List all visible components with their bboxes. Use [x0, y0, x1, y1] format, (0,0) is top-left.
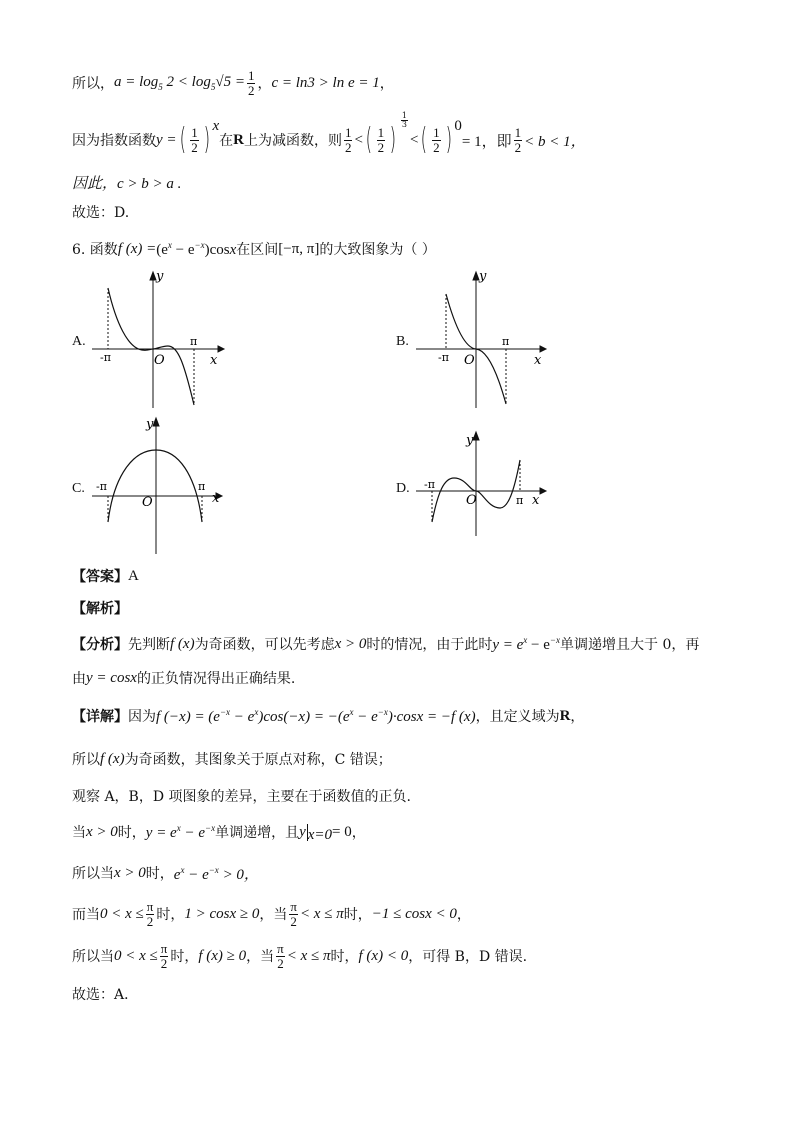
svg-text:y: y: [479, 269, 487, 284]
svg-text:x: x: [532, 493, 540, 508]
fenxi-line-1: 【分析】 先判断 f (x) 为奇函数，可以先考虑 x > 0 时的情况，由于此时 $y = e^x - e^{-x}$ 单调递增且大于 0，再: [72, 634, 700, 653]
f-sign-line: 所以当 0 < x ≤ $\frac{\pi}{2}$ 时， f (x) ≥ 0 ，当 $\frac{\pi}{2}$ < x ≤ π 时， f (x) < 0 ，可得 B，D 错误.: [72, 940, 528, 971]
option-c-label: C.: [72, 481, 85, 496]
question-6: 6. 函数 f (x) = $(e^x - e^{-x})\cos x$ 在区间 [−π, π] 的大致图象为（ ）: [72, 239, 436, 258]
odd-function-line: 所以 f (x) 为奇函数，其图象关于原点对称，C 错误；: [72, 750, 392, 768]
graph-option-b: [416, 268, 556, 413]
svg-text:y: y: [146, 417, 154, 432]
option-b-label: B.: [396, 334, 409, 349]
svg-text:x: x: [212, 491, 220, 506]
svg-text:y: y: [156, 269, 164, 284]
svg-text:x: x: [534, 353, 542, 368]
svg-text:π: π: [190, 335, 198, 348]
option-d-label: D.: [396, 481, 410, 496]
a-expression: $a = \log_5 2 < \log_5√5$ =: [114, 74, 245, 92]
svg-text:O: O: [154, 353, 165, 368]
fenxi-line-2: 由 y = cosx 的正负情况得出正确结果.: [72, 669, 296, 687]
svg-text:-π: -π: [96, 480, 107, 493]
svg-text:-π: -π: [100, 351, 111, 364]
c-expression: c = ln3 > ln e = 1: [271, 74, 380, 91]
answer-line: 【答案】 A: [72, 567, 139, 585]
option-a-label: A.: [72, 334, 86, 349]
svg-text:x: x: [210, 353, 218, 368]
choose-d-line: 故选：D.: [72, 205, 130, 221]
increasing-line: 当 x > 0 时， $y = e^x - e^{-x}$ 单调递增，且 y x=0 = 0 ，: [72, 822, 366, 843]
graph-option-a: [92, 268, 232, 413]
solution-line-exp: 因为指数函数 y = ( $\frac{1}{2}$ ) x 在 R 上为减函数，则 $\frac{1}{2}$ < ( $\frac{1}{2}$ ) $\frac{1}{3}$ < ( $\frac{1}{2}$ ) 0 = 1，即 $\frac{1}{2}$ < b < 1，: [72, 111, 586, 157]
detail-line-1: 【详解】 因为 f $(-x) = (e^{-x} - e^x)\cos(-x) = -(e^x - e^{-x})\cdot\cos x = -f$ (x) ，且定义域为 R ，: [72, 706, 585, 725]
svg-text:-π: -π: [438, 351, 449, 364]
svg-text:π: π: [502, 335, 510, 348]
half-fraction: $\frac{1}{2}$: [247, 67, 255, 98]
observe-line: 观察 A，B，D 项图象的差异，主要在于函数值的正负.: [72, 789, 411, 805]
positive-line: 所以当 x > 0 时， $e^x - e^{-x} > 0$，: [72, 864, 259, 883]
solution-line-log: 所以， $a = \log_5 2 < \log_5√5$ = $\frac{1}{2}$ ， c = ln3 > ln e = 1 ，: [72, 67, 394, 98]
graph-option-d: [416, 428, 556, 543]
svg-text:π: π: [516, 494, 524, 507]
svg-text:O: O: [464, 353, 475, 368]
svg-text:O: O: [142, 495, 153, 510]
svg-text:π: π: [198, 480, 206, 493]
conclusion-line: 因此，c > b > a .: [72, 175, 182, 192]
analysis-heading: 【解析】: [72, 601, 128, 617]
graph-option-c: [92, 414, 232, 559]
svg-text:-π: -π: [424, 478, 435, 491]
svg-text:O: O: [466, 493, 477, 508]
cos-sign-line: 而当 0 < x ≤ $\frac{\pi}{2}$ 时， 1 > cosx ≥ 0 ，当 $\frac{\pi}{2}$ < x ≤ π 时， −1 ≤ cosx < 0 ，: [72, 898, 471, 929]
final-answer-line: 故选：A．: [72, 987, 139, 1003]
svg-text:y: y: [466, 433, 474, 448]
